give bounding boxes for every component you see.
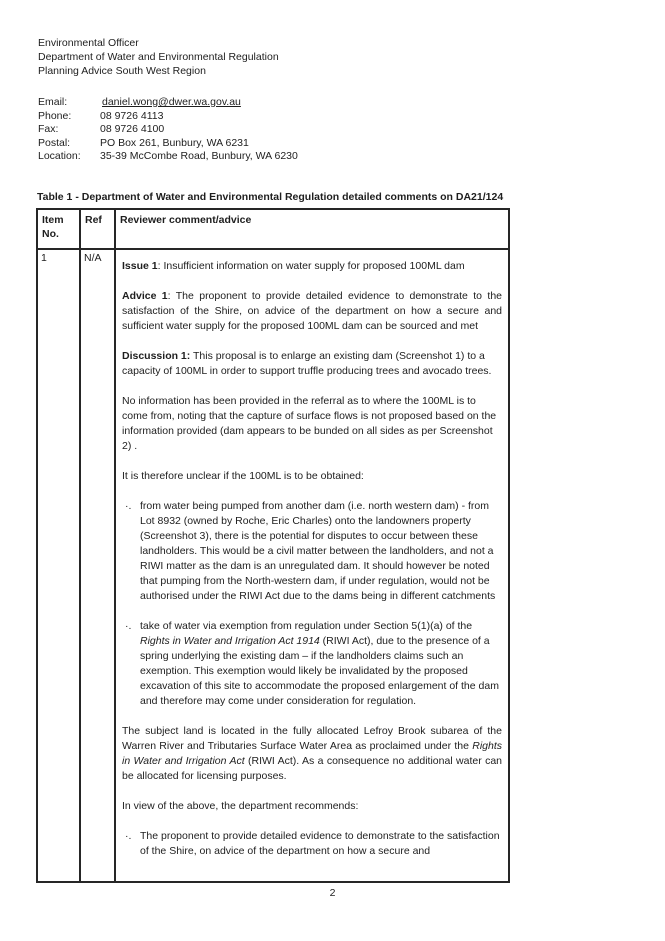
bullet-marker: ·. [125, 620, 132, 632]
comments-table [36, 208, 510, 883]
contact-row-email [38, 96, 298, 110]
comment-text-run: Discussion 1: [122, 350, 191, 362]
phone-label: Phone: [38, 109, 72, 122]
bullet-marker: ·. [125, 830, 132, 842]
comment-text-run: The subject land is located in the fully allocated Lefroy Brook subarea of the Warren River and Tributaries Surface Water Area as proclaimed under the [122, 725, 502, 752]
comment-text-run: (RIWI Act), due to the presence of a spring underlying the existing dam – if the landholders claims such an exemption. This exemption would likely be invalidated by the proposed excavation of this site to accommodate the proposed enlargement of the dam and therefore may come under consideration for regulation. [140, 635, 499, 707]
bullet-marker: ·. [125, 500, 132, 512]
comment-text-run: Rights in Water and Irrigation Act 1914 [140, 635, 320, 647]
header-item-no: Item No. [37, 209, 80, 249]
comment-text-run: It is therefore unclear if the 100ML is to be obtained: [122, 470, 364, 482]
cell-reviewer-comment [115, 249, 509, 882]
contact-row-location [38, 150, 298, 164]
contact-block [38, 96, 298, 164]
comment-bullet [122, 829, 502, 859]
table-header-row [37, 209, 509, 249]
email-link[interactable]: daniel.wong@dwer.wa.gov.au [102, 96, 241, 108]
comment-paragraph [122, 799, 502, 814]
comment-bullet [122, 619, 502, 709]
comment-paragraph [122, 289, 502, 334]
table-title: Table 1 - Department of Water and Environmental Regulation detailed comments on DA21/124 [37, 191, 504, 203]
comment-text-run: Advice 1 [122, 290, 168, 302]
sender-role: Environmental Officer [38, 37, 139, 49]
comment-paragraph [122, 349, 502, 379]
comment-text-run: (RIWI Act). As a consequence no additional water can be allocated for licensing purposes. [122, 755, 502, 782]
fax-value: 08 9726 4100 [100, 123, 165, 136]
page-number: 2 [329, 887, 336, 899]
postal-value: PO Box 261, Bunbury, WA 6231 [100, 136, 249, 149]
sender-department: Department of Water and Environmental Regulation [38, 51, 279, 63]
header-ref: Ref [80, 209, 115, 249]
contact-row-phone [38, 110, 298, 124]
comment-text-run: : Insufficient information on water supply for proposed 100ML dam [157, 260, 465, 272]
comment-text-run: Rights in Water and Irrigation Act [122, 740, 502, 767]
comment-text-run: In view of the above, the department recommends: [122, 800, 359, 812]
comment-text-run: The proponent to provide detailed evidence to demonstrate to the satisfaction of the Shire, on advice of the department on how a secure and [140, 830, 500, 857]
fax-label: Fax: [38, 123, 59, 136]
comment-paragraph [122, 724, 502, 784]
comment-text-run: from water being pumped from another dam (i.e. north western dam) - from Lot 8932 (owned by Roche, Eric Charles) onto the landowners property (Screenshot 3), there is the potential for disputes to occur between these landholders. This would be a civil matter between the landholders, and not a RIWI matter as the dam is an unregulated dam. It should however be noted that pumping from the North-western dam, if under regulation, would not be authorised under the RIWI Act due to the dams being in different catchments [140, 500, 496, 602]
comment-paragraph [122, 469, 502, 484]
cell-item-no: 1 [37, 249, 80, 882]
cell-ref: N/A [80, 249, 115, 882]
header-reviewer-comment: Reviewer comment/advice [115, 209, 509, 249]
phone-value: 08 9726 4113 [100, 109, 164, 122]
contact-row-postal [38, 137, 298, 151]
comment-text-run: : The proponent to provide detailed evidence to demonstrate to the satisfaction of the Shire, on advice of the department on how a secure and sufficient water supply for the proposed 100ML dam can be sourced and met [122, 290, 502, 332]
comment-bullet [122, 499, 502, 604]
table-row [37, 249, 509, 882]
comment-text-run: This proposal is to enlarge an existing dam (Screenshot 1) to a capacity of 100ML in order to support truffle producing trees and avocado trees. [122, 350, 492, 377]
location-label: Location: [38, 150, 81, 163]
email-label: Email: [38, 96, 68, 108]
location-value: 35-39 McCombe Road, Bunbury, WA 6230 [100, 150, 298, 163]
comment-text-run: Issue 1 [122, 260, 158, 272]
contact-row-fax [38, 123, 298, 137]
comment-paragraph [122, 394, 502, 454]
sender-region: Planning Advice South West Region [38, 65, 206, 77]
sender-block [38, 36, 279, 78]
comment-paragraph [122, 259, 502, 274]
postal-label: Postal: [38, 136, 71, 149]
comment-text-run: take of water via exemption from regulation under Section 5(1)(a) of the [140, 620, 473, 632]
comment-text-run: No information has been provided in the referral as to where the 100ML is to come from, noting that the capture of surface flows is not proposed based on the information provided (dam appears to be bunded on all sides as per Screenshot 2) . [122, 395, 497, 452]
